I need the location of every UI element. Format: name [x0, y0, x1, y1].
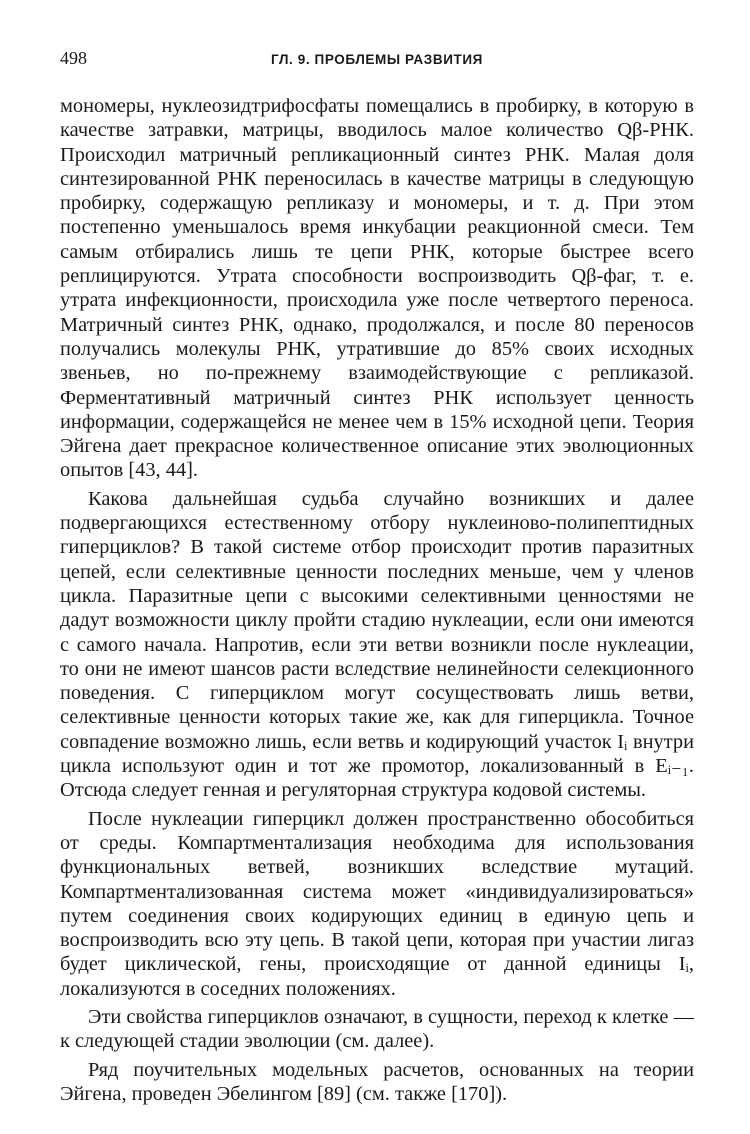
paragraph-model-calculations: Ряд поучительных модельных расчетов, основанных на теории Эйгена, проведен Эбелингом [89] (см. также [170]).	[60, 1058, 694, 1105]
book-page	[60, 48, 694, 1106]
running-head: ГЛ. 9. ПРОБЛЕМЫ РАЗВИТИЯ	[271, 52, 483, 67]
paragraph-transition-to-cell: Эти свойства гиперциклов означают, в сущности, переход к клетке — к следующей стадии эволюции (см. далее).	[60, 1005, 694, 1053]
page-header	[60, 48, 694, 72]
body-text	[60, 94, 694, 1106]
page-number: 498	[60, 48, 87, 68]
paragraph-compartmentalization: После нуклеации гиперцикл должен пространственно обособиться от среды. Компартментализация необходима для использования функциональных ветвей, возникших вследствие мутаций. Компартментализованная система может «индивидуализироваться» путем соединения своих кодирующих единиц в единую цепь и воспроизводить всю эту цепь. В такой цепи, которая при участии лигаз будет циклической, гены, происходящие от данной единицы Iᵢ, локализуются в соседних положениях.	[60, 807, 694, 1000]
paragraph-hypercycle-fate: Какова дальнейшая судьба случайно возникших и далее подвергающихся естественному отбору нуклеиново-полипептидных гиперциклов? В такой системе отбор происходит против паразитных цепей, если селективные ценности последних меньше, чем у членов цикла. Паразитные цепи с высокими селективными ценностями не дадут возможности циклу пройти стадию нуклеации, если они имеются с самого начала. Напротив, если эти ветви возникли после нуклеации, то они не имеют шансов расти вследствие нелинейности селекционного поведения. С гиперциклом могут сосуществовать лишь ветви, селективные ценности которых такие же, как для гиперцикла. Точное совпадение возможно лишь, если ветвь и кодирующий участок Iᵢ внутри цикла используют один и тот же промотор, локализованный в Eᵢ₋₁. Отсюда следует генная и регуляторная структура кодовой системы.	[60, 487, 694, 802]
paragraph-continued: мономеры, нуклеозидтрифосфаты помещались в пробирку, в которую в качестве затравки, матрицы, вводилось малое количество Qβ-РНК. Происходил матричный репликационный синтез РНК. Малая доля синтезированной РНК переносилась в качестве матрицы в следующую пробирку, содержащую репликазу и мономеры, и т. д. При этом постепенно уменьшалось время инкубации реакционной смеси. Тем самым отбирались лишь те цепи РНК, которые быстрее всего реплицируются. Утрата способности воспроизводить Qβ-фаг, т. е. утрата инфекционности, происходила уже после четвертого переноса. Матричный синтез РНК, однако, продолжался, и после 80 переносов получались молекулы РНК, утратившие до 85% своих исходных звеньев, но по-прежнему взаимодействующие с репликазой. Ферментативный матричный синтез РНК использует ценность информации, содержащейся не менее чем в 15% исходной цепи. Теория Эйгена дает прекрасное количественное описание этих эволюционных опытов [43, 44].	[60, 95, 694, 482]
